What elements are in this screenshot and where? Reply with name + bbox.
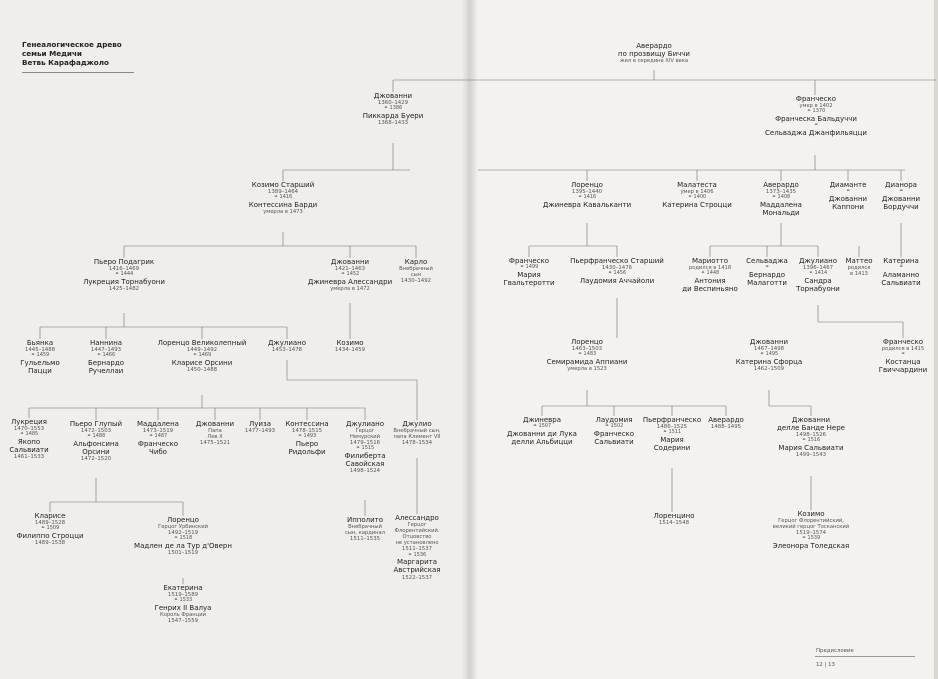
tree-node-line: ⚭ 1466	[96, 352, 116, 359]
tree-node-line: 1498–1526	[795, 432, 827, 439]
tree-node-line: 1430–1492	[400, 278, 432, 285]
tree-node-line: ⚭ 1444	[114, 271, 134, 278]
tree-node-clarice	[0, 512, 110, 547]
tree-node-line: 1499–1543	[795, 452, 827, 459]
tree-node-line: Лоренцо	[571, 338, 603, 346]
tree-node-alessandro	[382, 514, 452, 581]
tree-node-line: ⚭	[898, 264, 904, 271]
tree-title-line2: семьи Медичи	[22, 49, 82, 59]
tree-node-line: Джиневра Кавальканти	[542, 201, 632, 210]
tree-node-giovanni3	[709, 338, 829, 373]
tree-node-line: Ипполито	[346, 516, 384, 524]
tree-node-line: ⚭ 1459	[30, 352, 50, 359]
tree-node-line: Лоренцо	[167, 516, 199, 524]
tree-node-line: по прозвищу Биччи	[618, 50, 690, 59]
tree-node-line: Содерини	[653, 444, 691, 453]
tree-node-line: в 1413	[850, 271, 868, 278]
tree-node-lorenzo_u	[123, 516, 243, 557]
tree-node-line: Карло	[404, 258, 428, 266]
tree-node-line: 1425–1482	[108, 286, 140, 293]
tree-node-line: Пиккарда Буери	[362, 112, 424, 121]
tree-node-averardo2	[746, 181, 816, 217]
tree-node-line: 1472–1503	[80, 428, 112, 435]
tree-node-line: умерла в 1472	[330, 286, 370, 293]
tree-node-line: Семирамида Аппиани	[546, 358, 628, 367]
tree-node-line: сын	[410, 272, 422, 279]
tree-node-line: Аверардо	[763, 181, 799, 189]
tree-node-line: ⚭ 1507	[532, 423, 552, 430]
tree-node-line: Чибо	[149, 448, 167, 457]
tree-node-line: Лаудомия Аччайоли	[579, 277, 655, 286]
tree-node-line: ⚭	[764, 264, 770, 271]
tree-node-line: Катерина	[883, 257, 919, 265]
tree-node-line: Лоренцо	[571, 181, 603, 189]
tree-node-line: ⚭ 1487	[148, 433, 168, 440]
tree-node-line: Диаманте	[829, 181, 867, 189]
tree-node-line: ⚭ 1511	[662, 429, 682, 436]
tree-node-line: Франческо	[882, 338, 924, 346]
tree-node-line: 1389–1464	[267, 189, 299, 196]
tree-node-line: ⚭	[898, 188, 904, 195]
tree-node-line: Лукреция	[11, 418, 47, 426]
tree-node-line: умерла в 1473	[263, 209, 303, 216]
footer-rule	[815, 656, 915, 657]
tree-node-line: Алессандро	[395, 514, 439, 522]
tree-node-line: Ручеллаи	[88, 367, 124, 376]
tree-node-line: Торнабуони	[796, 285, 840, 294]
tree-node-line: Лев X	[207, 434, 223, 441]
tree-node-line: Джованни	[828, 194, 868, 203]
tree-node-line: ⚭ 1518	[173, 535, 193, 542]
tree-node-line: ⚭ 1469	[192, 352, 212, 359]
tree-node-line: Франческо	[508, 257, 550, 265]
tree-node-line: Франческо	[795, 95, 837, 103]
tree-node-line: Папа	[208, 428, 222, 435]
tree-node-dianora	[866, 181, 936, 211]
tree-node-line: умер в 1406	[680, 189, 714, 196]
tree-node-line: Гвальтеротти	[503, 279, 555, 288]
tree-node-line: 1430–1476	[601, 265, 633, 272]
tree-node-line: делли Альбицци	[511, 438, 573, 447]
tree-node-line: Дианора	[885, 181, 917, 189]
tree-node-line: Филиппо Строцци	[16, 532, 84, 541]
tree-node-line: ⚭ 1456	[607, 270, 627, 277]
tree-node-line: Гвиччардини	[878, 366, 928, 375]
tree-node-line: Джованни	[749, 338, 789, 346]
tree-node-line: Альфонсина	[73, 440, 119, 449]
tree-node-line: ⚭ 1493	[297, 433, 317, 440]
tree-node-line: Пьеро Подагрик	[93, 258, 155, 266]
tree-node-line: Бьянка	[26, 339, 54, 347]
tree-node-line: Флорентийский.	[394, 528, 440, 535]
tree-node-line: Отцовство	[402, 534, 432, 541]
tree-node-line: Антония	[694, 276, 726, 285]
tree-node-line: 1434–1459	[334, 347, 366, 354]
tree-node-line: Маддалена Мональди	[760, 201, 802, 218]
tree-node-line: 1360–1429	[377, 100, 409, 107]
tree-node-line: Каппони	[832, 203, 864, 212]
tree-node-line: Джиневра	[522, 416, 562, 424]
tree-node-line: Луиза	[249, 420, 271, 428]
tree-node-line: Австрийская	[393, 566, 441, 575]
tree-node-caterina_r	[866, 257, 936, 287]
tree-node-line: 1511–1535	[349, 536, 381, 543]
tree-node-giulio	[382, 420, 452, 446]
tree-node-line: родился	[847, 265, 871, 272]
tree-node-line: Герцог	[355, 428, 375, 435]
tree-node-line: Джованни	[881, 194, 921, 203]
tree-node-caterina2	[123, 584, 243, 625]
tree-node-line: 1488–1495	[710, 424, 742, 431]
tree-node-francesco1	[756, 95, 876, 137]
page-numbers: 12 | 13	[816, 662, 835, 668]
tree-node-line: Сальвиати	[594, 438, 634, 447]
tree-node-line: ⚭ 1515	[355, 445, 375, 452]
tree-node-line: 1450–1488	[186, 367, 218, 374]
tree-node-francesco2	[494, 257, 564, 287]
tree-node-line: Мария	[660, 436, 684, 445]
tree-node-line: ⚭ 1488	[86, 433, 106, 440]
tree-node-line: Костанца	[885, 357, 921, 366]
tree-node-line: Катерина Сфорца	[735, 358, 803, 367]
tree-node-line: 1511–1537	[401, 546, 433, 553]
tree-node-line: 1449–1492	[186, 347, 218, 354]
tree-node-line: 1478–1534	[401, 440, 433, 447]
tree-node-line: ⚭ 1408	[771, 194, 791, 201]
tree-node-lorenzo_m	[142, 339, 262, 374]
tree-node-line: Маргарита	[396, 558, 438, 567]
tree-node-line: ⚭ 1370	[806, 108, 826, 115]
tree-node-line: Савойская	[345, 460, 385, 469]
tree-node-giovanni_bn	[751, 416, 871, 459]
tree-node-line: Маддалена	[137, 420, 179, 428]
tree-node-line: Король Франции	[160, 612, 206, 619]
tree-node-line: Катерина Строцци	[662, 200, 732, 209]
tree-node-line: 1445–1488	[24, 347, 56, 354]
tree-node-line: Пьерфранческо Старший	[570, 257, 664, 265]
tree-node-line: Сандра	[804, 277, 832, 286]
tree-node-line: Малаготти	[747, 279, 787, 288]
tree-node-line: 1473–1519	[142, 428, 174, 435]
tree-node-line: делле Банде Нере	[777, 424, 845, 433]
tree-node-line: Козимо	[797, 510, 825, 518]
tree-node-line: 1447–1493	[90, 347, 122, 354]
tree-node-line: Сельваджа Джанфильяцци	[765, 128, 867, 137]
tree-node-line: ⚭ 1533	[173, 597, 193, 604]
tree-title-line3: Ветвь Карафаджоло	[22, 58, 109, 68]
tree-node-line: 1421–1463	[334, 266, 366, 273]
tree-node-line: Аверардо	[636, 42, 672, 50]
tree-node-line: Контессина	[285, 420, 329, 428]
tree-node-line: ⚭ 1516	[801, 437, 821, 444]
tree-node-line: Якопо	[17, 438, 41, 447]
tree-node-line: ⚭ 1509	[40, 525, 60, 532]
tree-node-line: 1470–1553	[13, 426, 45, 433]
tree-node-line: 1395–1440	[571, 189, 603, 196]
tree-node-line: Мария	[517, 270, 541, 279]
tree-node-line: Сальвиати	[881, 279, 921, 288]
tree-node-line: Лоренцо Великолепный	[157, 339, 247, 347]
tree-node-line: ⚭ 1502	[604, 423, 624, 430]
tree-node-malatesta	[662, 181, 732, 209]
tree-node-line: ⚭	[900, 351, 906, 358]
tree-node-lucrezia	[0, 418, 64, 461]
tree-node-line: Лукреция Торнабуони	[83, 278, 165, 287]
tree-node-line: 1501–1519	[167, 550, 199, 557]
tree-node-line: Пьеро	[295, 440, 319, 449]
tree-node-cosimo2	[315, 339, 385, 353]
tree-node-line: 1477–1493	[244, 428, 276, 435]
tree-node-line: Пацци	[28, 367, 52, 376]
tree-node-pierfrancesco	[557, 257, 677, 285]
tree-node-line: 1489–1538	[34, 540, 66, 547]
tree-node-line: 1519–1574	[795, 530, 827, 537]
tree-node-line: Бордуччи	[883, 203, 919, 212]
tree-node-giuliano1	[252, 339, 322, 353]
tree-node-piero2	[61, 420, 131, 463]
tree-node-line: умерла в 1523	[567, 366, 607, 373]
tree-node-line: Аверардо	[708, 416, 744, 424]
tree-node-line: папа Климент VII	[393, 434, 441, 441]
tree-node-line: Джованни	[330, 258, 370, 266]
tree-node-line: ⚭	[845, 188, 851, 195]
tree-node-line: родился в 1415	[881, 346, 925, 353]
tree-node-line: Филиберта	[344, 452, 386, 461]
tree-node-francesco3	[868, 338, 938, 374]
tree-node-line: Немурский	[349, 434, 381, 441]
tree-node-carlo	[381, 258, 451, 284]
tree-node-line: 1461–1533	[13, 454, 45, 461]
tree-node-line: Джованни ди Лука	[507, 429, 577, 438]
tree-title-line1: Генеалогическое древо	[22, 40, 122, 49]
tree-node-line: Аламанно	[882, 270, 920, 279]
tree-node-line: 1498–1524	[349, 468, 381, 475]
tree-node-line: Бернардо	[88, 359, 124, 368]
tree-node-line: ⚭ 1495	[759, 351, 779, 358]
tree-node-line: Герцог Урбинский	[158, 524, 208, 531]
tree-node-averardo	[594, 42, 714, 64]
tree-node-line: Джованни	[373, 92, 413, 100]
tree-node-line: Мадлен де ла Тур д'Оверн	[134, 542, 232, 551]
tree-node-piero	[64, 258, 184, 293]
tree-node-line: ⚭ 1539	[801, 535, 821, 542]
tree-node-lorenzino	[639, 512, 709, 526]
tree-node-lorenzo2	[527, 338, 647, 372]
tree-node-line: Кларисе Орсини	[171, 359, 233, 368]
tree-node-line: Козимо	[336, 339, 364, 347]
tree-node-line: Джулиано	[345, 420, 385, 428]
tree-node-line: Лаудомия	[595, 416, 633, 424]
tree-node-cosimo	[223, 181, 343, 215]
tree-node-lorenzo1	[527, 181, 647, 209]
tree-node-line: Гульельмо	[20, 359, 60, 368]
tree-node-line: Сельваджа	[746, 257, 788, 265]
tree-node-line: 1368–1433	[377, 120, 409, 127]
tree-node-line: Генрих II Валуа	[154, 604, 212, 613]
tree-node-line: 1522–1537	[401, 574, 433, 581]
tree-node-nannina	[71, 339, 141, 375]
tree-node-line: Джованни	[791, 416, 831, 424]
tree-node-line: Франческо	[137, 440, 179, 449]
tree-node-line: Элеонора Толедская	[772, 542, 850, 551]
tree-node-line: 1492–1519	[167, 530, 199, 537]
tree-node-line: Пьеро Глупый	[69, 420, 123, 428]
tree-node-bianca	[5, 339, 75, 375]
tree-node-line: умер в 1402	[799, 103, 833, 110]
tree-node-line: Пьерфранческо	[642, 416, 702, 424]
footer-section-label: Предисловие	[816, 648, 854, 654]
tree-node-line: 1416–1469	[108, 266, 140, 273]
tree-node-line: Орсини	[82, 448, 110, 457]
tree-node-line: Франческа Бальдуччи	[775, 114, 857, 123]
tree-node-line: ⚭ 1414	[808, 270, 828, 277]
tree-node-giovanni	[358, 92, 428, 127]
tree-node-line: 1519–1589	[167, 592, 199, 599]
tree-node-line: ⚭ 1452	[340, 271, 360, 278]
tree-node-line: Малатеста	[677, 181, 717, 189]
tree-node-line: не установлено	[395, 540, 439, 547]
tree-node-line: 1547–1559	[167, 618, 199, 625]
tree-node-line: Козимо Старший	[251, 181, 315, 189]
tree-node-line: Герцог Флорентийский,	[778, 518, 844, 525]
tree-node-line: Внебрачный	[348, 524, 382, 531]
tree-node-line: Джулиано	[267, 339, 307, 347]
tree-node-line: Внебрачный сын,	[393, 428, 441, 435]
tree-node-line: Джованни	[195, 420, 235, 428]
tree-node-line: ⚭ 1499	[519, 264, 539, 271]
tree-node-line: Наннина	[89, 339, 123, 347]
tree-node-line: 1479–1516	[349, 440, 381, 447]
tree-node-line: ⚭ 1485	[19, 431, 39, 438]
tree-node-line: Екатерина	[163, 584, 203, 592]
tree-node-line: Джиневра Алессандри	[307, 278, 393, 287]
tree-node-line: Лоренцино	[653, 512, 695, 520]
tree-node-line: Внебрачный	[399, 266, 433, 273]
tree-node-line: Мария Сальвиати	[778, 444, 844, 453]
tree-node-line: 1462–1509	[753, 366, 785, 373]
tree-node-line: ⚭ 1386	[383, 105, 403, 112]
tree-title	[22, 40, 122, 68]
tree-node-line: 1373–1435	[765, 189, 797, 196]
tree-node-line: сын, кардинал	[344, 530, 386, 537]
tree-node-line: ⚭	[813, 122, 819, 129]
tree-node-line: 1396–1467	[802, 265, 834, 272]
tree-node-line: 1475–1521	[199, 440, 231, 447]
tree-node-line: 1514–1548	[658, 520, 690, 527]
tree-node-line: ⚭ 1400	[687, 194, 707, 201]
tree-node-line: 1489–1528	[34, 520, 66, 527]
tree-node-line: Маттео	[845, 257, 873, 265]
tree-node-line: 1463–1503	[571, 346, 603, 353]
tree-node-cosimo3	[751, 510, 871, 550]
tree-node-line: 1486–1525	[656, 424, 688, 431]
tree-node-line: ⚭ 1416	[273, 194, 293, 201]
tree-node-line: Мариотто	[691, 257, 729, 265]
tree-node-line: Сальвиати	[9, 446, 49, 455]
tree-node-line: Джулио	[402, 420, 432, 428]
tree-node-line: 1472–1520	[80, 456, 112, 463]
tree-node-line: ⚭ 1536	[407, 551, 427, 558]
tree-node-line: Контессина Барди	[248, 201, 318, 210]
tree-node-line: великий герцог Тосканский	[772, 524, 850, 531]
tree-node-line: Франческо	[593, 429, 635, 438]
tree-node-line: 1478–1515	[291, 428, 323, 435]
tree-node-line: ⚭ 1416	[577, 194, 597, 201]
title-rule	[22, 72, 134, 73]
tree-node-line: Джулиано	[798, 257, 838, 265]
tree-node-line: 1453–1478	[271, 347, 303, 354]
tree-node-line: Бернардо	[749, 270, 785, 279]
tree-node-line: Ридольфи	[288, 448, 326, 457]
tree-node-line: ⚭ 1483	[577, 351, 597, 358]
tree-node-line: Герцог	[407, 522, 427, 529]
tree-node-line: родился в 1418	[688, 265, 732, 272]
tree-node-line: ди Веспиньяно	[682, 285, 738, 294]
tree-node-line: ⚭ 1448	[700, 270, 720, 277]
tree-node-line: 1467–1498	[753, 346, 785, 353]
tree-node-line: Кларисе	[34, 512, 66, 520]
tree-node-line: жил в середине XIV века	[619, 58, 689, 65]
